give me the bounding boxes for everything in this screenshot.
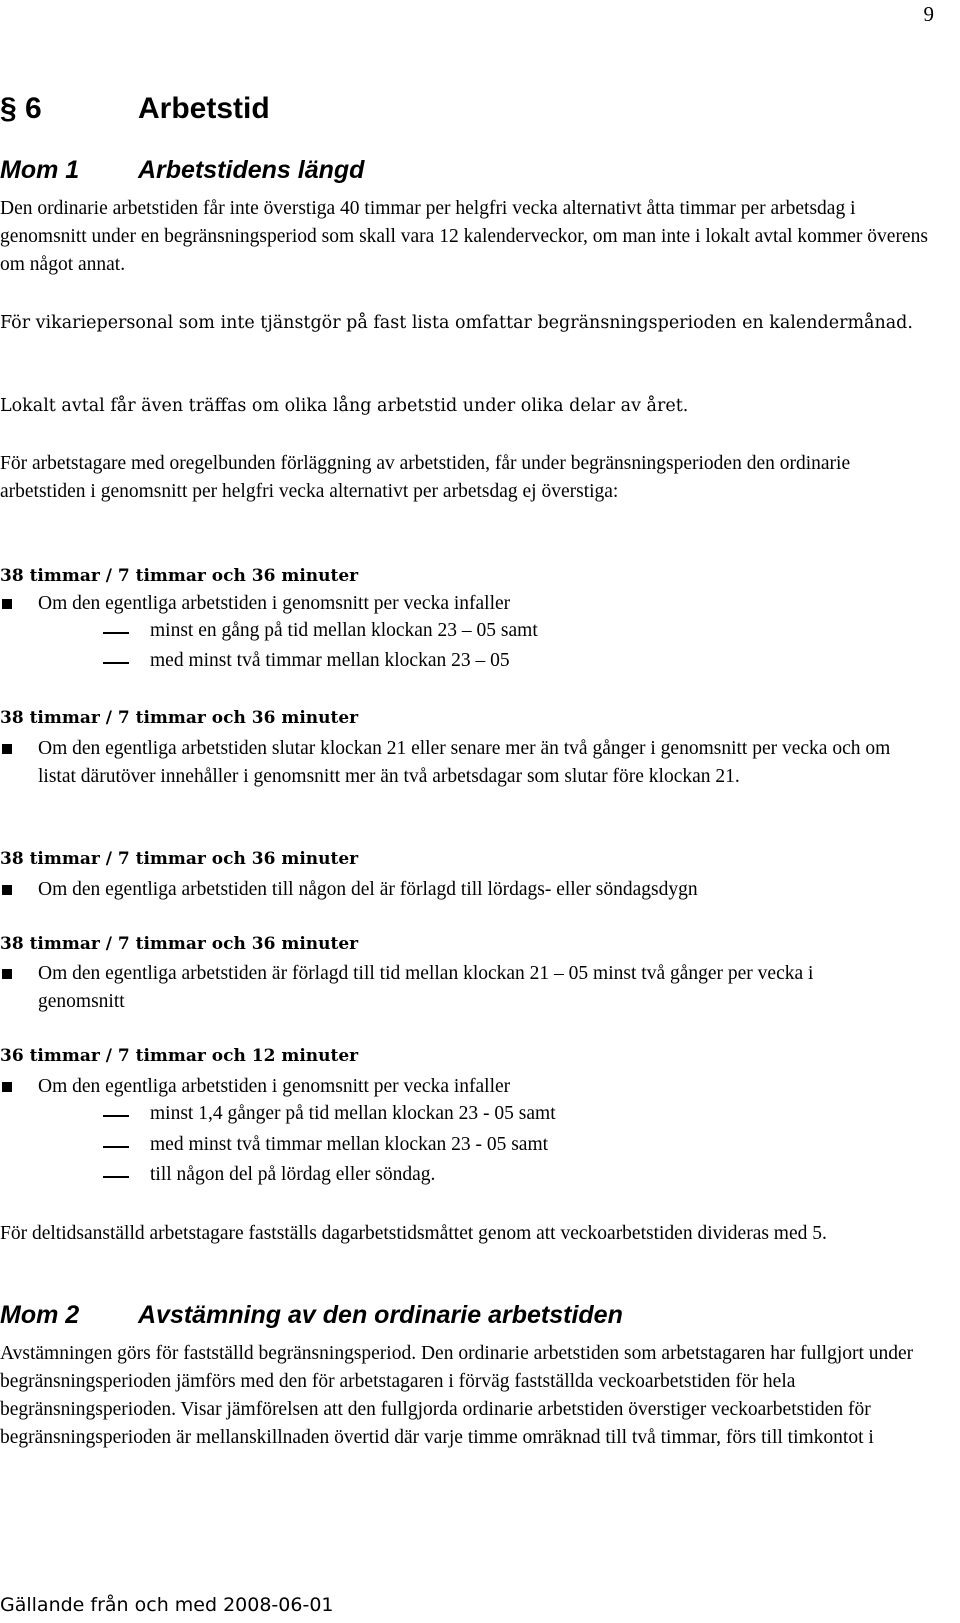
mom1-paragraph-5: För deltidsanställd arbetstagare fastställs dagarbetstidsmåttet genom att veckoarbetstiden divideras med 5. bbox=[0, 1223, 827, 1244]
square-bullet-icon bbox=[2, 744, 12, 754]
square-bullet-icon bbox=[2, 599, 12, 609]
hours-header: 38 timmar / 7 timmar och 36 minuter bbox=[0, 708, 359, 728]
mom1-title: Arbetstidens längd bbox=[138, 156, 365, 184]
dash-icon bbox=[103, 662, 129, 664]
mom1-paragraph-3: Lokalt avtal får även träffas om olika lång arbetstid under olika delar av året. bbox=[0, 396, 689, 416]
bullet-text: Om den egentliga arbetstiden i genomsnitt per vecka infaller bbox=[38, 1076, 511, 1097]
dash-text: minst 1,4 gånger på tid mellan klockan 23 - 05 samt bbox=[150, 1103, 556, 1124]
section-number: § 6 bbox=[0, 92, 42, 125]
dash-text: med minst två timmar mellan klockan 23 - 05 samt bbox=[150, 1134, 549, 1155]
dash-icon bbox=[103, 1176, 129, 1178]
bullet-text: Om den egentliga arbetstiden till någon del är förlagd till lördags- eller söndagsdygn bbox=[38, 879, 698, 900]
dash-text: minst en gång på tid mellan klockan 23 – 05 samt bbox=[150, 620, 538, 641]
dash-icon bbox=[103, 632, 129, 634]
square-bullet-icon bbox=[2, 885, 12, 895]
dash-icon bbox=[103, 1115, 129, 1117]
page-number: 9 bbox=[923, 2, 934, 26]
dash-text: till någon del på lördag eller söndag. bbox=[150, 1164, 436, 1185]
mom2-title: Avstämning av den ordinarie arbetstiden bbox=[138, 1301, 623, 1329]
section-title: Arbetstid bbox=[138, 92, 270, 125]
mom1-paragraph-1: Den ordinarie arbetstiden får inte överstiga 40 timmar per helgfri vecka alternativt åtta timmar per arbetsdag i genomsnitt under en begränsningsperiod som skall vara 12 kalenderveckor, om man inte i lokalt avtal kommer överens om något annat. bbox=[0, 198, 928, 275]
mom1-paragraph-4: För arbetstagare med oregelbunden förläggning av arbetstiden, får under begränsningsperioden den ordinarie arbetstiden i genomsnitt per helgfri vecka alternativt per arbetsdag ej överstiga: bbox=[0, 453, 851, 502]
bullet-text: Om den egentliga arbetstiden slutar klockan 21 eller senare mer än två gånger i genomsnitt per vecka och om listat därutöver innehåller i genomsnitt mer än två arbetsdagar som slutar före klockan 21. bbox=[38, 738, 891, 787]
square-bullet-icon bbox=[2, 1082, 12, 1092]
hours-header: 38 timmar / 7 timmar och 36 minuter bbox=[0, 934, 359, 954]
mom2-label: Mom 2 bbox=[0, 1301, 80, 1329]
footer-validity: Gällande från och med 2008-06-01 bbox=[0, 1594, 334, 1616]
square-bullet-icon bbox=[2, 969, 12, 979]
hours-header: 36 timmar / 7 timmar och 12 minuter bbox=[0, 1046, 359, 1066]
mom1-paragraph-2: För vikariepersonal som inte tjänstgör på fast lista omfattar begränsningsperioden en kalendermånad. bbox=[0, 313, 913, 333]
dash-text: med minst två timmar mellan klockan 23 – 05 bbox=[150, 650, 510, 671]
bullet-text: Om den egentliga arbetstiden är förlagd till tid mellan klockan 21 – 05 minst två gånger per vecka i genomsnitt bbox=[38, 963, 814, 1012]
mom1-label: Mom 1 bbox=[0, 156, 80, 184]
dash-icon bbox=[103, 1146, 129, 1148]
hours-header: 38 timmar / 7 timmar och 36 minuter bbox=[0, 849, 359, 869]
hours-header: 38 timmar / 7 timmar och 36 minuter bbox=[0, 566, 359, 586]
bullet-text: Om den egentliga arbetstiden i genomsnitt per vecka infaller bbox=[38, 593, 511, 614]
mom2-paragraph-1: Avstämningen görs för fastställd begränsningsperiod. Den ordinarie arbetstiden som arbetstagaren har fullgjort under begränsningsperioden jämförs med den för arbetstagaren i förväg fastställda veckoarbetstiden för hela begränsningsperioden. Visar jämförelsen att den fullgjorda ordinarie arbetstiden överstiger veckoarbetstiden för begränsningsperioden är mellanskillnaden övertid där varje timme omräknad till två timmar, förs till timkontot i bbox=[0, 1343, 914, 1448]
